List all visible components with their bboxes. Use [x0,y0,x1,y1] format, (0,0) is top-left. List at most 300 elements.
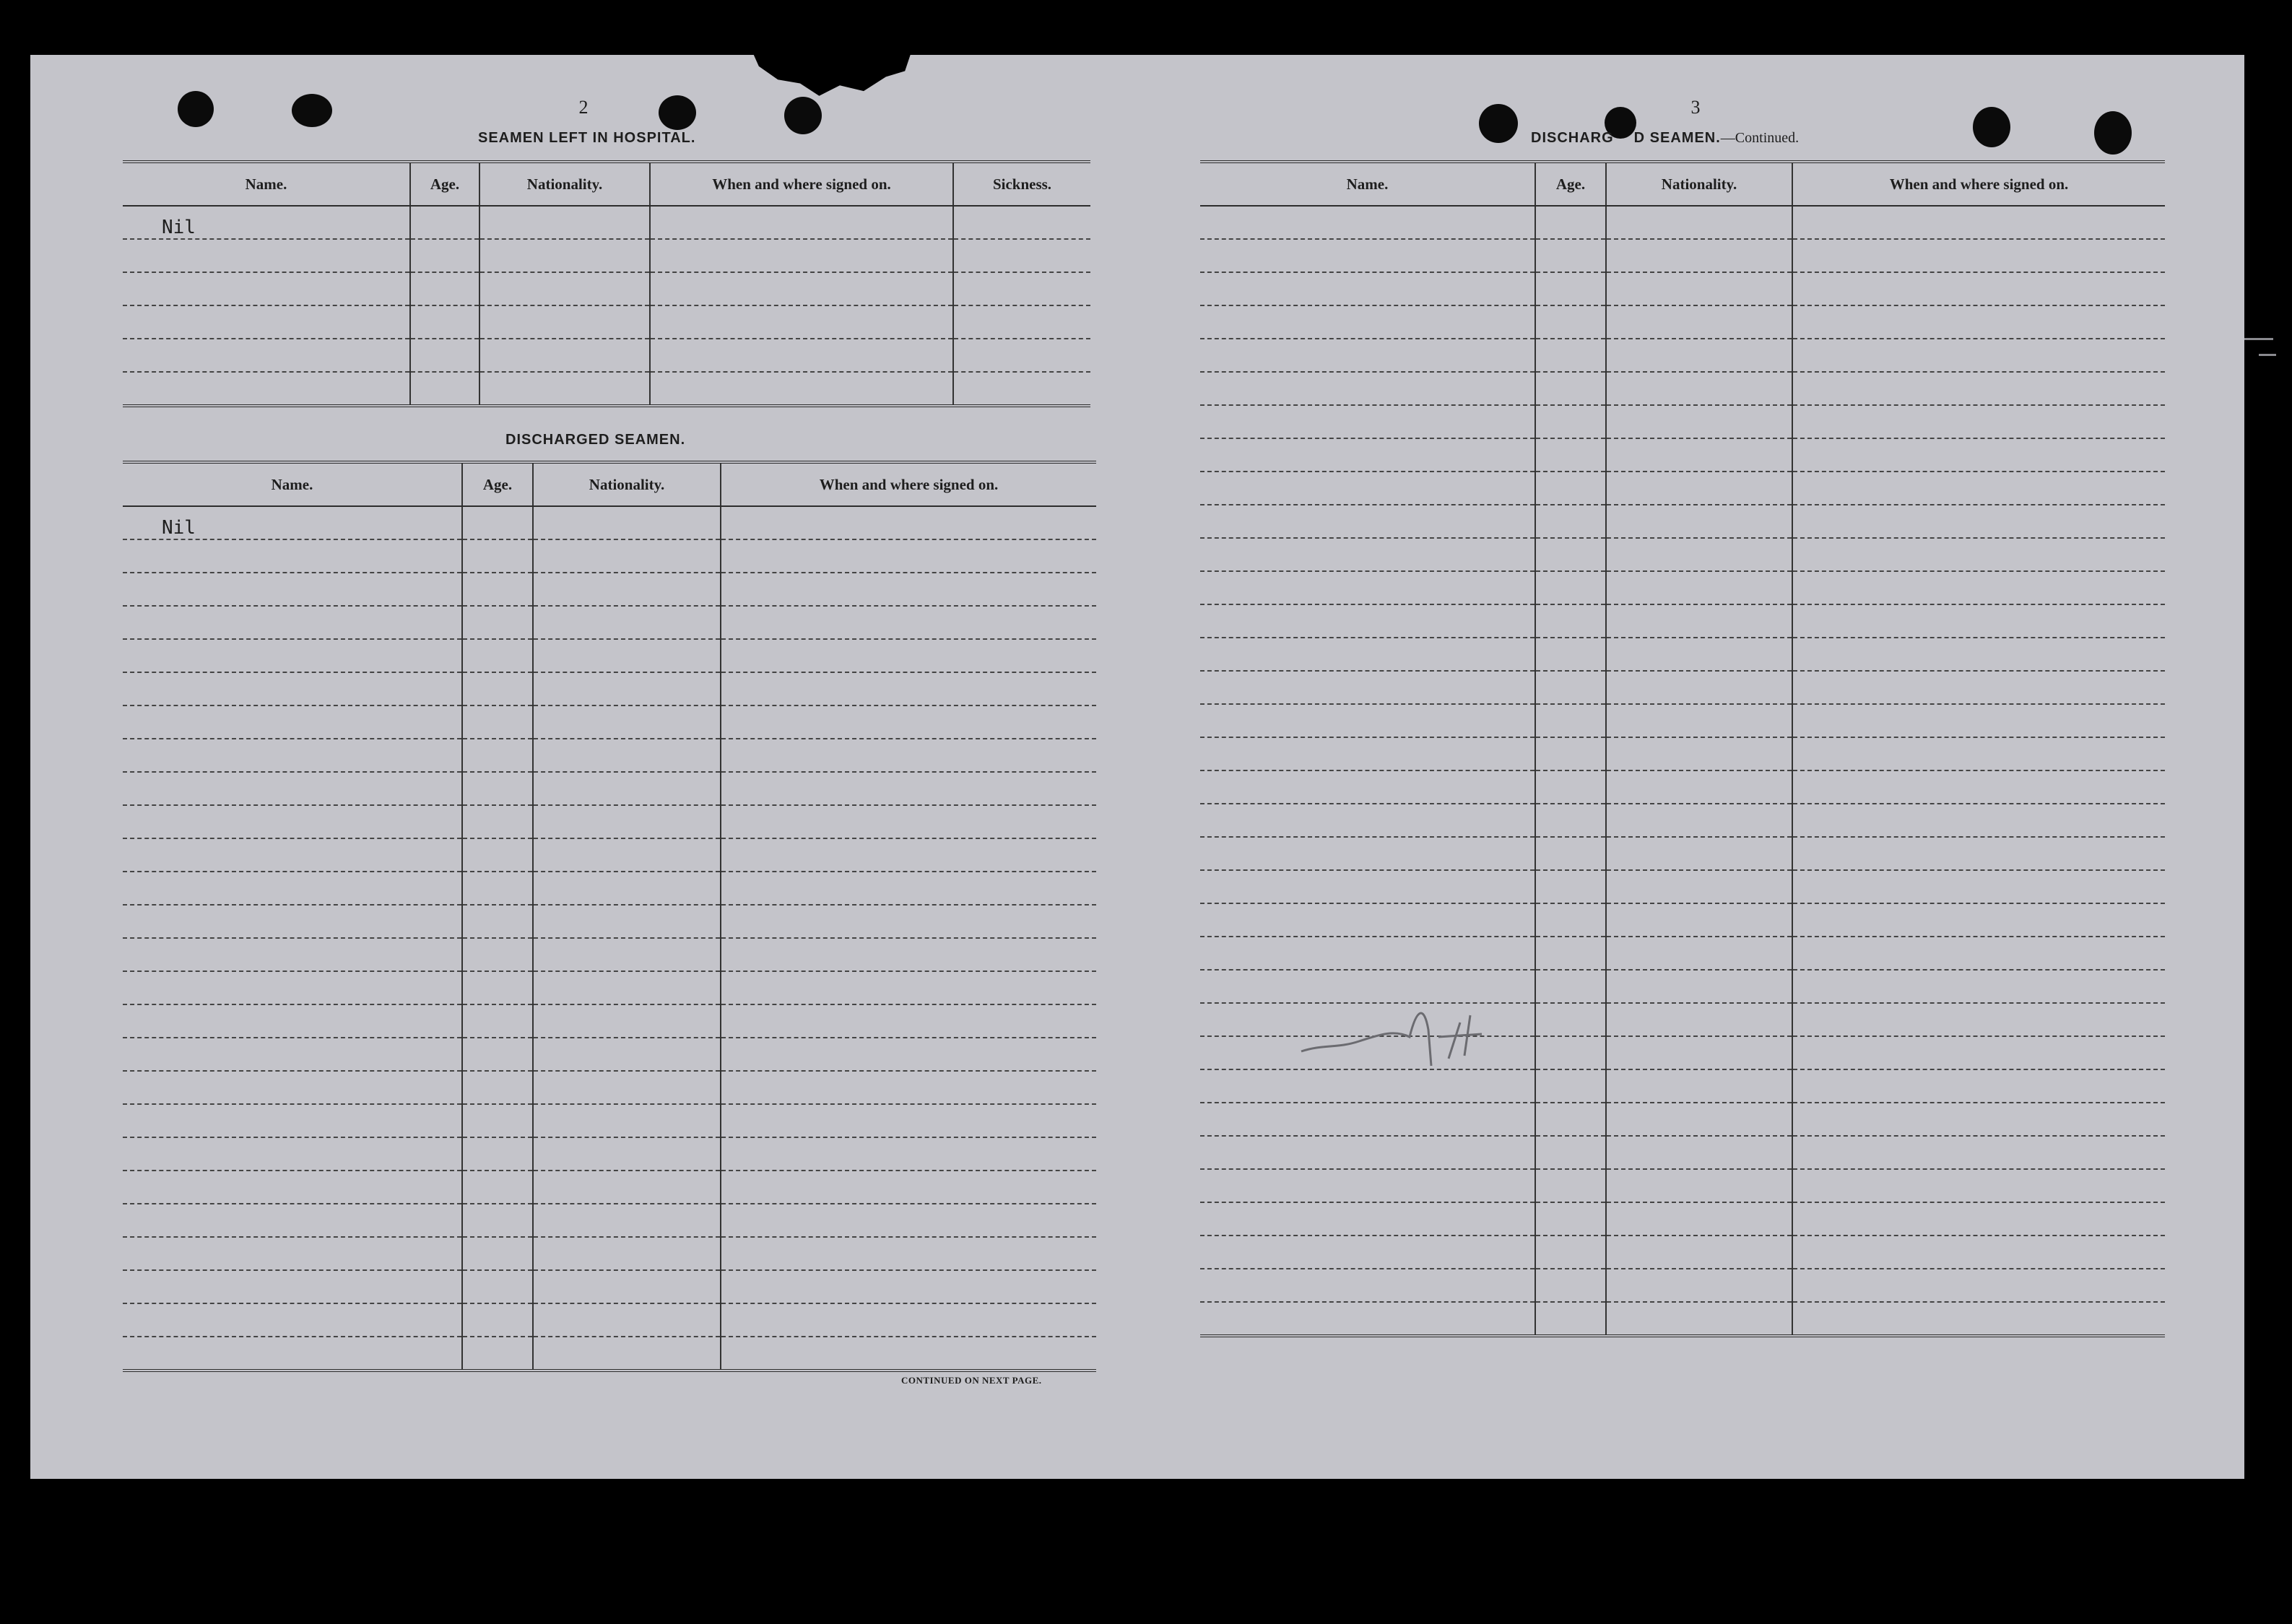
table-cell [650,206,953,239]
column-header: Age. [1535,162,1606,206]
table-row [1200,571,2165,604]
table-row [1200,405,2165,438]
table-cell [1200,671,1535,704]
table-row [123,339,1090,372]
table-cell [1200,1103,1535,1136]
column-header: Nationality. [533,462,721,506]
table-cell [1535,206,1606,239]
table-row [1200,272,2165,305]
table-cell [462,1104,533,1137]
table-cell [462,805,533,838]
table-cell [1200,1136,1535,1169]
table-cell [462,672,533,705]
table-cell [533,772,721,805]
table-cell [533,1071,721,1104]
table-cell [123,1171,462,1204]
punch-hole-icon [1479,104,1518,143]
document-sheet [30,55,2244,1479]
table-cell [1792,1136,2165,1169]
table-cell [1606,372,1792,405]
table-cell [1200,538,1535,571]
table-cell [1606,505,1792,538]
table-row [1200,1236,2165,1269]
table-cell [1606,472,1792,505]
table-cell [721,606,1096,639]
table-cell [462,606,533,639]
table-cell [533,905,721,938]
table-row [123,1004,1096,1038]
table-cell [1535,505,1606,538]
column-header: When and where signed on. [721,462,1096,506]
table-cell [1535,671,1606,704]
table-cell [1535,1169,1606,1202]
table-cell [1200,438,1535,472]
table-row [123,372,1090,406]
table-cell [533,1237,721,1270]
table-cell [1535,438,1606,472]
table-cell [1792,604,2165,638]
table-cell [1606,1003,1792,1036]
table-cell [1792,1169,2165,1202]
table-row [1200,305,2165,339]
table-cell [123,1270,462,1303]
table-cell [1200,704,1535,737]
table-cell [953,372,1090,406]
table-cell [721,1004,1096,1038]
title-prefix: DISCHARG [1531,130,1614,146]
table-cell [1535,638,1606,671]
table-cell [123,705,462,739]
table-cell [721,905,1096,938]
table-cell [123,372,410,406]
table-cell [1200,638,1535,671]
column-header: Age. [410,162,479,206]
punch-hole-icon [784,97,822,134]
table-header-row [1200,162,2165,206]
table-row [123,1303,1096,1337]
table-cell [1792,671,2165,704]
table-cell [1200,405,1535,438]
table-cell [462,938,533,971]
table-cell [1535,837,1606,870]
table-row [123,206,1090,239]
table-cell [1535,737,1606,770]
table-cell [1535,1003,1606,1036]
table-cell [462,772,533,805]
table-cell [462,1303,533,1337]
table-cell [1200,1202,1535,1236]
table-row [123,1337,1096,1371]
table-cell [1792,538,2165,571]
table-cell [1535,1103,1606,1136]
table-cell [462,1337,533,1371]
table-cell [533,506,721,539]
table-cell [533,872,721,905]
table-cell [1606,671,1792,704]
table-cell [721,872,1096,905]
table-row [1200,472,2165,505]
table-row [1200,604,2165,638]
table-cell [1792,1003,2165,1036]
table-cell [721,1237,1096,1270]
table-cell [1200,737,1535,770]
table-cell [462,506,533,539]
table-cell [1535,1136,1606,1169]
table-cell [533,1171,721,1204]
table-cell [123,672,462,705]
hospital-entry: Nil [123,206,410,239]
table-cell [1792,638,2165,671]
table-cell [462,739,533,772]
table-cell [1535,937,1606,970]
table-cell [721,1137,1096,1171]
pencil-mark [1294,979,1511,1080]
table-cell [1792,804,2165,837]
column-header: Name. [123,462,462,506]
table-row [1200,538,2165,571]
table-cell [1792,272,2165,305]
column-header: Name. [1200,162,1535,206]
table-cell [1792,472,2165,505]
table-row [123,1038,1096,1071]
table-cell [533,1337,721,1371]
table-cell [462,905,533,938]
table-cell [123,1071,462,1104]
table-cell [533,1270,721,1303]
table-cell [1606,804,1792,837]
table-cell [1606,1236,1792,1269]
table-cell [123,539,462,573]
table-cell [462,1071,533,1104]
punch-hole-icon [292,94,332,127]
table-cell [1792,737,2165,770]
table-cell [1535,903,1606,937]
table-cell [123,1237,462,1270]
table-row [123,1237,1096,1270]
table-cell [1535,604,1606,638]
table-cell [721,639,1096,672]
scan-artifact [2244,338,2273,340]
table-cell [1792,704,2165,737]
table-cell [1200,239,1535,272]
table-cell [410,272,479,305]
table-cell [1606,206,1792,239]
table-cell [1606,438,1792,472]
table-cell [1535,970,1606,1003]
table-cell [1535,1236,1606,1269]
table-cell [1535,1269,1606,1302]
table-cell [123,606,462,639]
table-cell [533,606,721,639]
table-cell [533,539,721,573]
table-cell [1606,239,1792,272]
table-row [1200,239,2165,272]
page-number: 2 [578,97,589,118]
table-row [123,938,1096,971]
table-cell [1606,604,1792,638]
page-number: 3 [1690,97,1701,118]
table-cell [123,339,410,372]
table-cell [479,372,650,406]
table-cell [1792,970,2165,1003]
table-cell [533,705,721,739]
table-cell [123,305,410,339]
table-cell [123,872,462,905]
table-row [1200,638,2165,671]
table-cell [650,239,953,272]
table-cell [1606,571,1792,604]
table-row [123,772,1096,805]
table-row [1200,937,2165,970]
hospital-table [123,160,1090,407]
table-cell [1792,1103,2165,1136]
table-row [123,506,1096,539]
table-cell [1535,239,1606,272]
table-row [123,1137,1096,1171]
table-cell [1792,571,2165,604]
table-cell [721,705,1096,739]
table-cell [462,872,533,905]
table-row [123,1204,1096,1237]
table-cell [1792,770,2165,804]
table-cell [1535,472,1606,505]
table-cell [1200,1302,1535,1336]
table-row [1200,671,2165,704]
table-cell [953,239,1090,272]
table-row [123,239,1090,272]
column-header: When and where signed on. [1792,162,2165,206]
table-cell [1535,372,1606,405]
table-cell [533,838,721,872]
table-cell [1535,1202,1606,1236]
table-cell [721,938,1096,971]
table-cell [123,971,462,1004]
column-header: Nationality. [1606,162,1792,206]
table-cell [721,1270,1096,1303]
table-cell [123,772,462,805]
punch-hole-icon [659,95,696,130]
table-cell [953,339,1090,372]
table-cell [1535,804,1606,837]
table-cell [123,272,410,305]
table-cell [1792,1269,2165,1302]
discharged-section-title: DISCHARGED SEAMEN. [505,432,686,448]
table-cell [533,805,721,838]
column-header: Nationality. [479,162,650,206]
table-cell [479,339,650,372]
table-row [123,272,1090,305]
table-row [123,1171,1096,1204]
table-cell [1200,770,1535,804]
table-cell [721,1303,1096,1337]
table-cell [123,905,462,938]
table-cell [1606,1036,1792,1069]
table-cell [1200,604,1535,638]
table-cell [533,1204,721,1237]
table-cell [953,272,1090,305]
table-row [1200,1103,2165,1136]
table-header-row [123,162,1090,206]
table-cell [462,1237,533,1270]
table-cell [1606,1069,1792,1103]
table-row [123,305,1090,339]
table-cell [533,938,721,971]
table-cell [479,206,650,239]
table-cell [1200,472,1535,505]
table-cell [123,1137,462,1171]
table-cell [1535,538,1606,571]
table-cell [1200,272,1535,305]
table-cell [721,971,1096,1004]
table-cell [650,372,953,406]
title-continued: —Continued. [1720,130,1800,146]
table-row [1200,438,2165,472]
table-cell [533,1303,721,1337]
table-cell [1535,405,1606,438]
table-cell [1606,737,1792,770]
table-cell [1200,1169,1535,1202]
table-header-row [123,462,1096,506]
table-cell [721,838,1096,872]
table-row [123,805,1096,838]
table-row [123,838,1096,872]
table-cell [1792,1202,2165,1236]
table-cell [721,739,1096,772]
table-cell [1200,1269,1535,1302]
table-cell [123,739,462,772]
discharged-continued-table [1200,160,2165,1337]
table-cell [1792,837,2165,870]
table-cell [721,1337,1096,1371]
column-header: Age. [462,462,533,506]
table-cell [123,1204,462,1237]
table-cell [721,1038,1096,1071]
table-cell [462,1004,533,1038]
table-cell [650,339,953,372]
table-cell [1535,1036,1606,1069]
table-row [1200,1202,2165,1236]
table-cell [462,1038,533,1071]
table-cell [721,506,1096,539]
table-row [1200,1302,2165,1336]
continued-note: CONTINUED ON NEXT PAGE. [901,1375,1042,1386]
table-cell [1792,206,2165,239]
table-row [1200,505,2165,538]
table-row [1200,837,2165,870]
table-row [123,1104,1096,1137]
column-header: When and where signed on. [650,162,953,206]
table-cell [123,1004,462,1038]
table-cell [1200,339,1535,372]
table-cell [123,1337,462,1371]
table-cell [533,1104,721,1137]
table-cell [410,372,479,406]
table-row [1200,1136,2165,1169]
table-cell [1792,305,2165,339]
table-cell [123,805,462,838]
table-cell [953,305,1090,339]
table-cell [1535,770,1606,804]
table-cell [479,272,650,305]
table-cell [123,1104,462,1137]
table-cell [462,1137,533,1171]
table-cell [462,705,533,739]
table-cell [533,1004,721,1038]
column-header: Sickness. [953,162,1090,206]
table-cell [1606,305,1792,339]
table-cell [1535,272,1606,305]
table-row [123,872,1096,905]
table-row [123,971,1096,1004]
table-cell [1606,937,1792,970]
table-row [1200,1169,2165,1202]
table-cell [1200,372,1535,405]
table-cell [721,1071,1096,1104]
table-cell [721,805,1096,838]
table-row [123,739,1096,772]
table-cell [1200,937,1535,970]
table-cell [410,305,479,339]
table-cell [533,1137,721,1171]
table-cell [721,772,1096,805]
table-cell [1792,1236,2165,1269]
table-cell [1606,1202,1792,1236]
table-cell [1606,903,1792,937]
table-cell [462,1270,533,1303]
table-cell [123,1038,462,1071]
table-cell [123,573,462,606]
table-cell [1535,870,1606,903]
title-suffix: D SEAMEN. [1633,130,1721,146]
table-cell [1200,837,1535,870]
table-row [123,1071,1096,1104]
table-cell [1792,937,2165,970]
table-cell [462,1204,533,1237]
hospital-section-title: SEAMEN LEFT IN HOSPITAL. [478,130,696,146]
table-cell [462,838,533,872]
table-row [1200,206,2165,239]
table-cell [123,838,462,872]
table-cell [650,305,953,339]
table-cell [1535,704,1606,737]
table-cell [533,639,721,672]
table-row [123,539,1096,573]
table-cell [953,206,1090,239]
table-cell [479,305,650,339]
table-cell [1200,206,1535,239]
discharged-table [123,461,1096,1372]
discharged-entry: Nil [123,506,462,539]
table-row [123,639,1096,672]
table-row [123,905,1096,938]
table-cell [721,573,1096,606]
table-cell [123,639,462,672]
table-cell [1792,1069,2165,1103]
torn-edge [752,52,911,100]
punch-hole-icon [178,91,214,127]
table-cell [650,272,953,305]
table-row [1200,804,2165,837]
table-cell [1792,1036,2165,1069]
table-cell [1606,272,1792,305]
table-cell [1535,305,1606,339]
table-cell [123,239,410,272]
table-cell [533,1038,721,1071]
table-row [123,672,1096,705]
table-cell [1792,903,2165,937]
table-cell [410,339,479,372]
table-cell [1200,804,1535,837]
